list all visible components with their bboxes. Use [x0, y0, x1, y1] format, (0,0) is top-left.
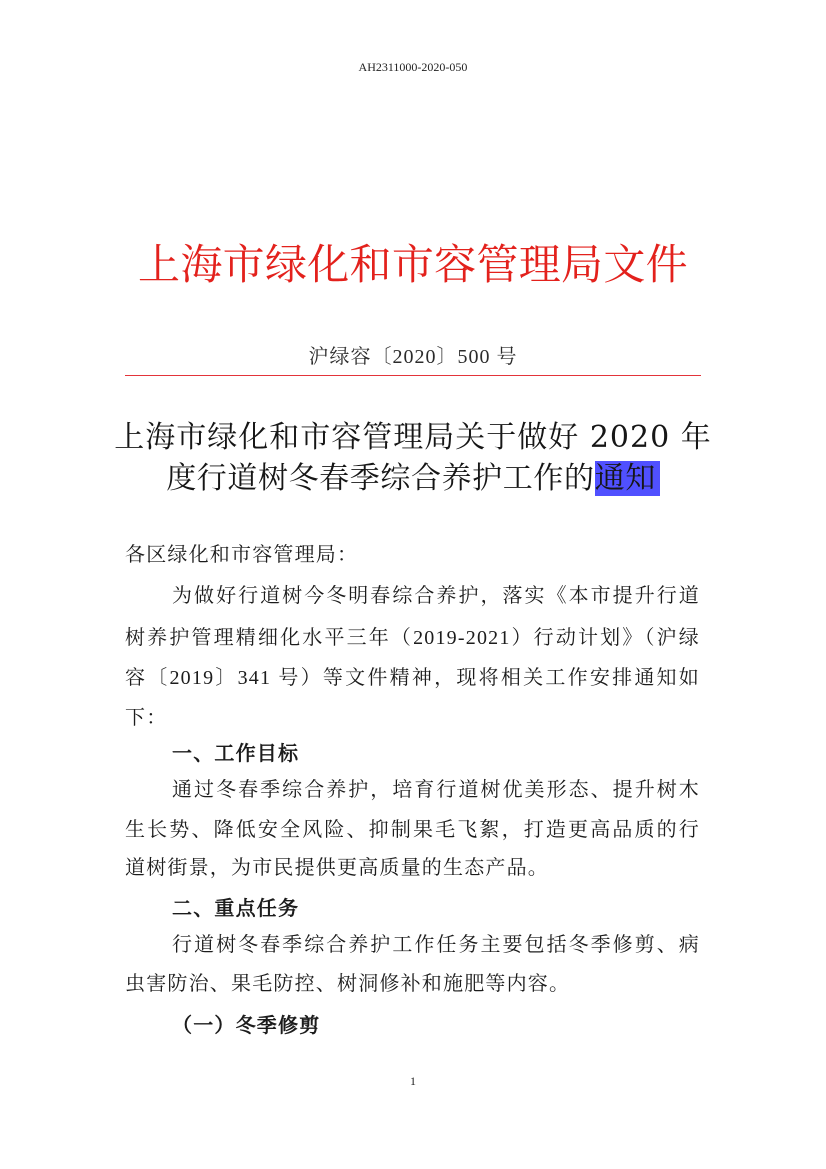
subsection-heading-winter-pruning: （一）冬季修剪	[172, 1013, 321, 1037]
notice-title-line-1: 上海市绿化和市容管理局关于做好 2020 年	[114, 420, 712, 455]
document-number: 沪绿容〔2020〕500 号	[308, 346, 518, 368]
paragraph-line: 行道树冬春季综合养护工作任务主要包括冬季修剪、病	[172, 934, 700, 956]
notice-title-line-2	[0, 458, 826, 500]
paragraph-line: 道树街景，为市民提供更高质量的生态产品。	[125, 857, 549, 879]
highlighted-text-selection: 通知	[595, 461, 660, 496]
red-separator-line	[125, 375, 701, 376]
paragraph-line: 通过冬春季综合养护，培育行道树优美形态、提升树木	[172, 779, 700, 801]
salutation: 各区绿化和市容管理局：	[125, 544, 359, 566]
section-heading-key-tasks: 二、重点任务	[172, 896, 300, 920]
document-code: AH2311000-2020-050	[358, 60, 468, 74]
page-number: 1	[410, 1074, 416, 1088]
paragraph-line: 为做好行道树今冬明春综合养护，落实《本市提升行道	[172, 585, 700, 607]
agency-red-header-title: 上海市绿化和市容管理局文件	[138, 240, 688, 289]
paragraph-line: 下：	[125, 707, 168, 729]
paragraph-line: 树养护管理精细化水平三年（2019-2021）行动计划》（沪绿	[125, 627, 700, 649]
paragraph-line: 生长势、降低安全风险、抑制果毛飞絮，打造更高品质的行	[125, 819, 700, 841]
notice-title-line-2-text: 度行道树冬春季综合养护工作的	[166, 461, 595, 496]
paragraph-line: 虫害防治、果毛防控、树洞修补和施肥等内容。	[125, 973, 571, 995]
section-heading-goals: 一、工作目标	[172, 741, 300, 765]
paragraph-line: 容〔2019〕341 号）等文件精神，现将相关工作安排通知如	[125, 667, 700, 689]
